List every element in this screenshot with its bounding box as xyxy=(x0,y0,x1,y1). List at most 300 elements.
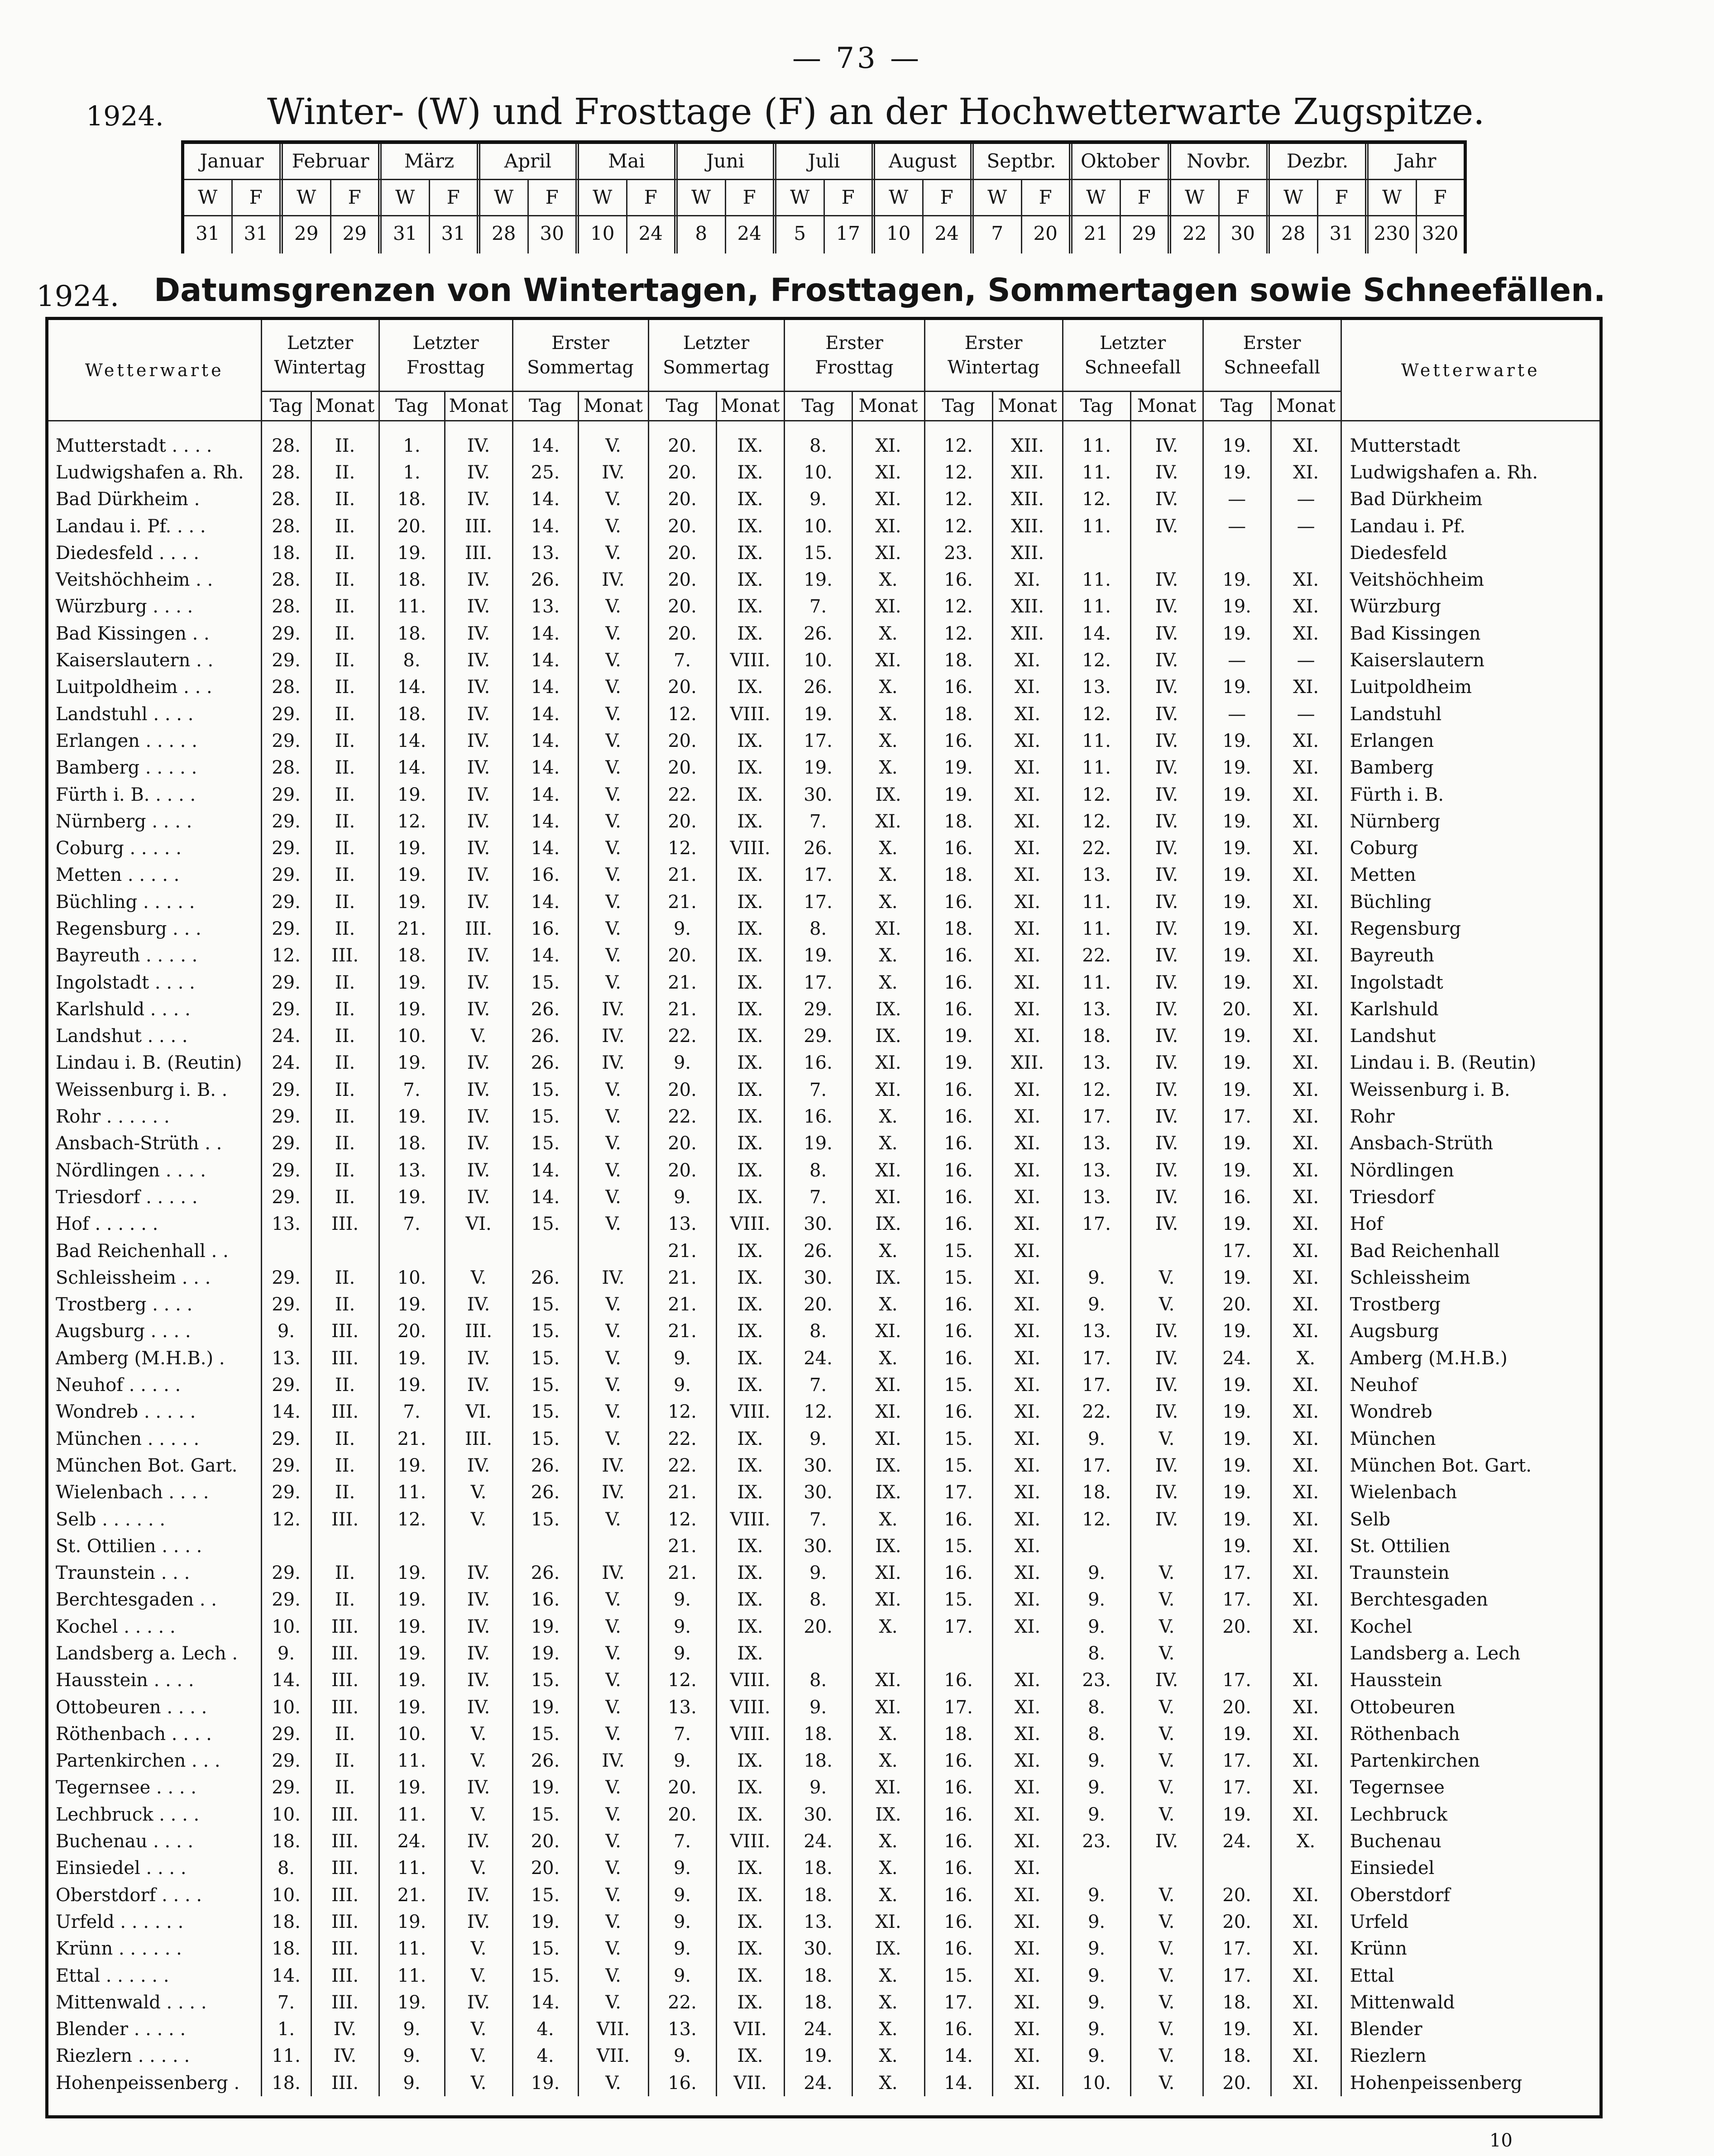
table-row xyxy=(48,1989,1599,2016)
table-row xyxy=(48,1050,1599,1076)
day-value: 26. xyxy=(512,566,578,593)
wf-values xyxy=(480,216,579,253)
month-value: V. xyxy=(578,1801,648,1828)
month-value: XI. xyxy=(992,1748,1063,1774)
day-value: 13. xyxy=(1063,674,1130,701)
month-value: XI. xyxy=(1271,1882,1341,1908)
day-value: 28. xyxy=(261,566,311,593)
day-value: 20. xyxy=(648,1157,716,1184)
month-value: V. xyxy=(578,1318,648,1345)
day-value: 26. xyxy=(512,1559,578,1586)
month-value: V. xyxy=(1130,1694,1203,1721)
station-name-right: Landshut xyxy=(1350,1026,1436,1047)
month-value: — xyxy=(1271,513,1341,540)
frost-days: 30 xyxy=(540,222,564,244)
day-value: 29. xyxy=(261,1425,311,1452)
month-value: XI. xyxy=(992,1506,1063,1533)
day-value: 7. xyxy=(648,1828,716,1855)
day-value: 1. xyxy=(379,421,445,459)
month-value: IX. xyxy=(852,1801,924,1828)
month-value: V. xyxy=(578,513,648,540)
month-value: III. xyxy=(311,1399,379,1425)
month-value: V. xyxy=(578,755,648,781)
day-value xyxy=(1063,1238,1130,1264)
table-row xyxy=(48,1399,1599,1425)
month-value: XI. xyxy=(852,1050,924,1076)
winter-days: 21 xyxy=(1072,216,1121,253)
table-row xyxy=(48,727,1599,754)
month-value: IV. xyxy=(445,1157,512,1184)
station-name: Selb . . . . . . xyxy=(48,1506,261,1533)
station-name: Bamberg . . . . . xyxy=(48,755,261,781)
month-value: XI. xyxy=(852,1184,924,1210)
day-value: 10. xyxy=(784,459,852,486)
frost-days: 20 xyxy=(1033,222,1058,244)
month-value: IX. xyxy=(716,459,784,486)
day-value: 9. xyxy=(1063,1559,1130,1586)
month-value: XI. xyxy=(1271,1533,1341,1559)
day-value: 23. xyxy=(924,540,992,566)
month-value: IV. xyxy=(1130,674,1203,701)
wf-values xyxy=(1072,216,1171,253)
page-number: — 73 — xyxy=(792,42,922,75)
station-name-right: Triesdorf xyxy=(1350,1186,1434,1208)
month-value: XI. xyxy=(992,1130,1063,1157)
day-value: 29. xyxy=(261,1103,311,1130)
group-header-kind: Letzter xyxy=(412,333,479,354)
table2-year: 1924. xyxy=(36,280,120,313)
month-value: V. xyxy=(578,1882,648,1908)
month-value: IX. xyxy=(716,486,784,513)
month-value: XI. xyxy=(1271,1587,1341,1613)
month-value: IV. xyxy=(1130,1452,1203,1479)
day-value: 7. xyxy=(784,593,852,620)
table-row xyxy=(48,620,1599,647)
day-value: 12. xyxy=(1063,701,1130,727)
day-value: 20. xyxy=(784,1613,852,1640)
month-value: IV. xyxy=(445,674,512,701)
day-value: 19. xyxy=(512,1908,578,1935)
month-value: XII. xyxy=(992,486,1063,513)
wf-pair xyxy=(875,180,974,215)
frost-days: 29 xyxy=(342,222,367,244)
month-value: IV. xyxy=(1130,647,1203,674)
day-value: 17. xyxy=(1063,1345,1130,1372)
month-value: XI. xyxy=(992,1694,1063,1721)
day-value: 17. xyxy=(1203,1936,1271,1962)
day-value: 17. xyxy=(784,727,852,754)
station-name-right: Traunstein xyxy=(1350,1563,1450,1584)
month-value: XI. xyxy=(852,1694,924,1721)
day-value: 7. xyxy=(784,1184,852,1210)
group-header-event: Frosttag xyxy=(406,357,485,378)
winter-days: 31 xyxy=(184,216,233,253)
day-value: 19. xyxy=(379,1345,445,1372)
day-value: 12. xyxy=(648,1399,716,1425)
day-value: 12. xyxy=(924,459,992,486)
month-value: IV. xyxy=(445,1184,512,1210)
station-name-right: Bayreuth xyxy=(1350,945,1434,966)
day-value: 20. xyxy=(1203,1613,1271,1640)
day-value: 29. xyxy=(261,727,311,754)
day-value: 20. xyxy=(379,513,445,540)
day-value: 16. xyxy=(924,835,992,861)
day-value: 14. xyxy=(512,1184,578,1210)
day-value: 8. xyxy=(784,1318,852,1345)
month-value: XI. xyxy=(1271,755,1341,781)
month-value xyxy=(311,1533,379,1559)
f-label: F xyxy=(1137,186,1151,208)
w-label: W xyxy=(1270,180,1318,215)
station-name: Wielenbach . . . . xyxy=(48,1479,261,1506)
month-value: IX. xyxy=(716,1345,784,1372)
day-value: 20. xyxy=(648,942,716,969)
day-value: 12. xyxy=(379,1506,445,1533)
month-value: II. xyxy=(311,513,379,540)
month-value: III. xyxy=(311,1962,379,1989)
day-value: 30. xyxy=(784,1936,852,1962)
month-value: XI. xyxy=(992,1587,1063,1613)
month-value: XI. xyxy=(992,727,1063,754)
day-value: 15. xyxy=(924,1533,992,1559)
month-value: XI. xyxy=(852,486,924,513)
month-value: IV. xyxy=(445,566,512,593)
month-value: XI. xyxy=(992,1774,1063,1801)
station-name-right: Diedesfeld xyxy=(1350,542,1447,564)
month-value: XI. xyxy=(1271,593,1341,620)
month-value: V. xyxy=(578,1291,648,1318)
day-value: 10. xyxy=(379,1721,445,1747)
day-value: 14. xyxy=(512,1157,578,1184)
day-value: 19. xyxy=(1203,459,1271,486)
month-value: II. xyxy=(311,1076,379,1103)
day-value: 19. xyxy=(379,1694,445,1721)
station-name: Nürnberg . . . . xyxy=(48,808,261,835)
station-name: Ludwigshafen a. Rh. xyxy=(48,459,261,486)
day-value: 16. xyxy=(924,1345,992,1372)
station-name-right: Hohenpeissenberg xyxy=(1350,2072,1522,2094)
month-value xyxy=(1130,1855,1203,1882)
month-value: XI. xyxy=(852,1076,924,1103)
day-value: 20. xyxy=(648,674,716,701)
day-value: 8. xyxy=(1063,1721,1130,1747)
station-name: Ingolstadt . . . . xyxy=(48,969,261,996)
table1-heading xyxy=(86,91,1499,136)
month-value: VIII. xyxy=(716,701,784,727)
station-name-right: Wondreb xyxy=(1350,1401,1432,1423)
day-value: 19. xyxy=(784,755,852,781)
day-value: 30. xyxy=(784,1264,852,1291)
month-value xyxy=(1130,1533,1203,1559)
day-value: 26. xyxy=(784,835,852,861)
month-value: III. xyxy=(311,1828,379,1855)
month-value: III. xyxy=(311,1882,379,1908)
station-name-right: Augsburg xyxy=(1350,1321,1439,1342)
month-value: XI. xyxy=(1271,1613,1341,1640)
day-value: 11. xyxy=(379,1479,445,1506)
day-value: 9. xyxy=(648,1962,716,1989)
day-value: 16. xyxy=(924,1559,992,1586)
month-value: X. xyxy=(852,727,924,754)
month-value: XI. xyxy=(992,996,1063,1023)
month-value: V. xyxy=(1130,1774,1203,1801)
month-header: Mai xyxy=(579,144,678,179)
month-value: XI. xyxy=(1271,1050,1341,1076)
table-row xyxy=(48,2016,1599,2043)
month-value: IV. xyxy=(445,1372,512,1398)
day-value: 21. xyxy=(648,1318,716,1345)
w-label: W xyxy=(875,180,924,215)
month-subheader: Monat xyxy=(1271,392,1341,421)
month-value: IV. xyxy=(1130,421,1203,459)
month-value: X. xyxy=(852,1748,924,1774)
day-value: 21. xyxy=(648,1479,716,1506)
group-header-event: Sommertag xyxy=(663,357,770,378)
station-name: Weissenburg i. B. . xyxy=(48,1076,261,1103)
day-value: 15. xyxy=(512,1211,578,1238)
group-header-event: Schneefall xyxy=(1224,357,1321,378)
day-value: 9. xyxy=(648,915,716,942)
station-name-right: Büchling xyxy=(1350,891,1432,913)
day-value: 18. xyxy=(924,647,992,674)
day-value: 9. xyxy=(1063,1291,1130,1318)
day-value: 20. xyxy=(379,1318,445,1345)
day-value: 17. xyxy=(1063,1211,1130,1238)
day-value: 9. xyxy=(1063,1748,1130,1774)
month-value: XI. xyxy=(1271,1936,1341,1962)
day-value: 18. xyxy=(924,915,992,942)
f-label: F xyxy=(1335,186,1348,208)
month-value: III. xyxy=(311,1318,379,1345)
month-value: XI. xyxy=(1271,1238,1341,1264)
day-value: 28. xyxy=(261,486,311,513)
month-value: IX. xyxy=(716,2043,784,2070)
f-label: F xyxy=(940,186,953,208)
month-value: V. xyxy=(578,1667,648,1694)
month-value: IV. xyxy=(1130,593,1203,620)
month-value: IV. xyxy=(1130,566,1203,593)
table-row xyxy=(48,915,1599,942)
month-value: IX. xyxy=(852,1533,924,1559)
day-value: 14. xyxy=(924,2043,992,2070)
month-value xyxy=(1130,1238,1203,1264)
group-header-kind: Erster xyxy=(825,333,883,354)
station-name: Erlangen . . . . . xyxy=(48,727,261,754)
day-value: 15. xyxy=(512,1076,578,1103)
month-value: II. xyxy=(311,727,379,754)
w-label: W xyxy=(1171,180,1220,215)
month-value: IX. xyxy=(716,1479,784,1506)
day-value: 15. xyxy=(512,1291,578,1318)
station-name-right: München xyxy=(1350,1428,1436,1449)
day-value: 20. xyxy=(1203,2070,1271,2096)
wf-values xyxy=(1369,216,1464,253)
day-value: 19. xyxy=(1203,1425,1271,1452)
station-name: Rohr . . . . . . xyxy=(48,1103,261,1130)
month-value: V. xyxy=(578,781,648,808)
day-value: 21. xyxy=(648,1238,716,1264)
month-value: IX. xyxy=(716,1855,784,1882)
frost-days: 31 xyxy=(244,222,268,244)
day-value: 19. xyxy=(379,1667,445,1694)
day-value: 17. xyxy=(1203,1559,1271,1586)
station-name: Buchenau . . . . xyxy=(48,1828,261,1855)
table-row xyxy=(48,1238,1599,1264)
f-label: F xyxy=(1236,186,1250,208)
month-value: II. xyxy=(311,421,379,459)
day-value: 29. xyxy=(261,835,311,861)
month-value: XI. xyxy=(1271,1184,1341,1210)
f-label: F xyxy=(1433,186,1447,208)
station-name: Landsberg a. Lech . xyxy=(48,1640,261,1667)
station-name-right: Mittenwald xyxy=(1350,1992,1455,2013)
month-value: — xyxy=(1271,701,1341,727)
month-value: VI. xyxy=(445,1399,512,1425)
w-label: W xyxy=(1072,180,1121,215)
month-value: IX. xyxy=(716,1533,784,1559)
winter-days: 5 xyxy=(776,216,825,253)
table-row xyxy=(48,1936,1599,1962)
day-value: 19. xyxy=(1203,755,1271,781)
w-label: W xyxy=(184,180,233,215)
day-value: 1. xyxy=(379,459,445,486)
month-value: X. xyxy=(852,1103,924,1130)
day-value: 18. xyxy=(784,1882,852,1908)
day-value: 17. xyxy=(1063,1103,1130,1130)
month-value: IX. xyxy=(716,1908,784,1935)
month-value: V. xyxy=(578,1157,648,1184)
day-value: 7. xyxy=(784,1372,852,1398)
month-value: V. xyxy=(1130,1425,1203,1452)
day-value: 13. xyxy=(1063,1318,1130,1345)
station-name-right: Krünn xyxy=(1350,1938,1407,1960)
table-row xyxy=(48,808,1599,835)
day-value: 13. xyxy=(261,1211,311,1238)
month-value: V. xyxy=(578,1425,648,1452)
day-value: 21. xyxy=(648,969,716,996)
month-value: IX. xyxy=(852,1936,924,1962)
day-value: 11. xyxy=(1063,593,1130,620)
day-value: 18. xyxy=(1063,1479,1130,1506)
day-value: 13. xyxy=(1063,1157,1130,1184)
winter-days: 10 xyxy=(875,216,924,253)
day-value: 29. xyxy=(261,1372,311,1398)
month-value: II. xyxy=(311,1425,379,1452)
month-value: — xyxy=(1271,647,1341,674)
month-value: IV. xyxy=(445,593,512,620)
month-value: IV. xyxy=(445,755,512,781)
month-value: XI. xyxy=(1271,1667,1341,1694)
day-value: 7. xyxy=(784,1076,852,1103)
day-value: 19. xyxy=(1203,1050,1271,1076)
month-value: XI. xyxy=(1271,862,1341,889)
month-value: III. xyxy=(445,1425,512,1452)
day-value: 20. xyxy=(648,1130,716,1157)
day-value: 9. xyxy=(1063,1908,1130,1935)
month-value: IV. xyxy=(1130,1345,1203,1372)
frost-days: 29 xyxy=(1132,222,1156,244)
day-value: 22. xyxy=(1063,1399,1130,1425)
month-value xyxy=(992,1640,1063,1667)
day-value: 10. xyxy=(261,1882,311,1908)
day-value: 19. xyxy=(379,1103,445,1130)
day-value: 14. xyxy=(924,2070,992,2096)
month-value: IV. xyxy=(445,781,512,808)
month-value: IX. xyxy=(716,996,784,1023)
day-value: 15. xyxy=(512,1801,578,1828)
station-name: Riezlern . . . . . xyxy=(48,2043,261,2070)
month-value: XI. xyxy=(1271,1211,1341,1238)
month-value: XI. xyxy=(1271,1989,1341,2016)
month-value: V. xyxy=(578,1721,648,1747)
day-value: 18. xyxy=(379,942,445,969)
month-value: IV. xyxy=(1130,1211,1203,1238)
day-value xyxy=(1203,1640,1271,1667)
f-label: F xyxy=(742,186,756,208)
day-value: 12. xyxy=(648,835,716,861)
month-value: IX. xyxy=(716,1130,784,1157)
day-value: 9. xyxy=(648,1855,716,1882)
day-value: 29. xyxy=(261,1721,311,1747)
month-value: IV. xyxy=(445,862,512,889)
month-value: IV. xyxy=(1130,835,1203,861)
month-value: IX. xyxy=(852,781,924,808)
day-value: 29. xyxy=(261,1184,311,1210)
wf-pair xyxy=(283,180,382,215)
table-row xyxy=(48,1721,1599,1747)
month-value: IX. xyxy=(716,781,784,808)
day-value: — xyxy=(1203,647,1271,674)
month-value: V. xyxy=(578,889,648,915)
day-value: 9. xyxy=(784,1425,852,1452)
table-row xyxy=(48,889,1599,915)
station-name: Würzburg . . . . xyxy=(48,593,261,620)
month-value: IV. xyxy=(445,1076,512,1103)
day-value: 7. xyxy=(648,647,716,674)
wf-pair xyxy=(382,180,480,215)
table-row xyxy=(48,1667,1599,1694)
month-value: IV. xyxy=(1130,1318,1203,1345)
month-value: XI. xyxy=(1271,459,1341,486)
month-value: IV. xyxy=(1130,942,1203,969)
station-name: Wondreb . . . . . xyxy=(48,1399,261,1425)
day-value: 9. xyxy=(648,1936,716,1962)
month-value: V. xyxy=(578,1640,648,1667)
day-value: 30. xyxy=(784,1211,852,1238)
station-name: Blender . . . . . xyxy=(48,2016,261,2043)
day-value: 17. xyxy=(784,862,852,889)
day-value xyxy=(379,1533,445,1559)
table-row xyxy=(48,1452,1599,1479)
month-value: V. xyxy=(578,1399,648,1425)
day-value: 20. xyxy=(648,1801,716,1828)
day-value: 16. xyxy=(924,1667,992,1694)
month-value: XI. xyxy=(992,2070,1063,2096)
month-value: XI. xyxy=(852,540,924,566)
month-value: III. xyxy=(311,1801,379,1828)
station-name-right: Lindau i. B. (Reutin) xyxy=(1350,1052,1537,1074)
table-row xyxy=(48,1345,1599,1372)
table-row xyxy=(48,1291,1599,1318)
day-value: 10. xyxy=(379,1023,445,1050)
table-row xyxy=(48,486,1599,513)
day-value: 19. xyxy=(784,2043,852,2070)
day-value: 11. xyxy=(1063,513,1130,540)
month-value: XI. xyxy=(852,459,924,486)
station-column-header-right: Wetterwarte xyxy=(1341,320,1599,421)
day-value: 19. xyxy=(1203,1130,1271,1157)
day-value: 19. xyxy=(1203,727,1271,754)
